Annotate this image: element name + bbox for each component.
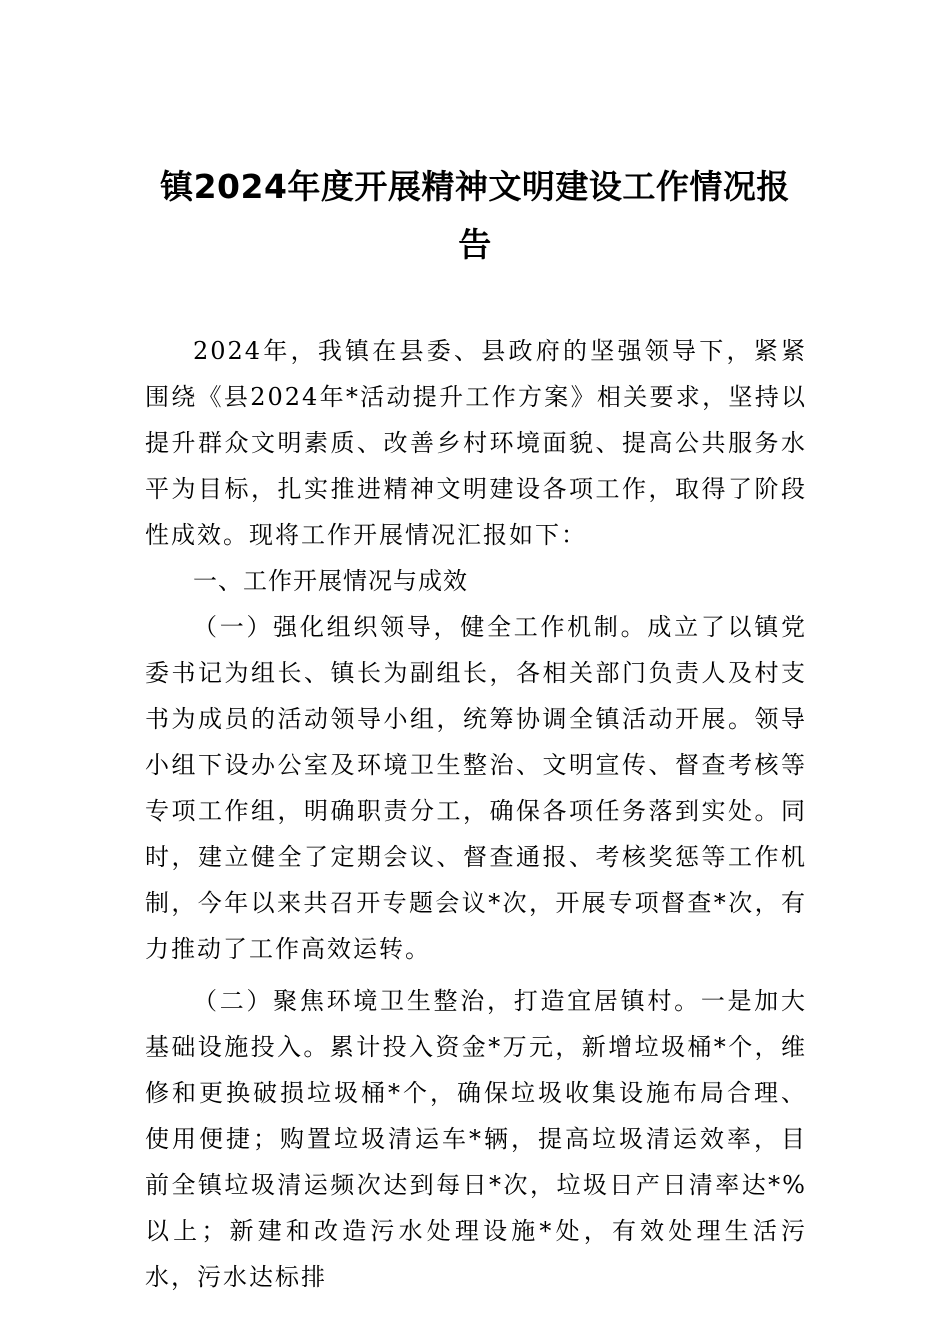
subsection-paragraph-1: （一）强化组织领导，健全工作机制。成立了以镇党委书记为组长、镇长为副组长，各相关部门负责人及村支书为成员的活动领导小组，统筹协调全镇活动开展。领导小组下设办公室及环境卫生整治、文明宣传、督查考核等专项工作组，明确职责分工，确保各项任务落到实处。同时，建立健全了定期会议、督查通报、考核奖惩等工作机制，今年以来共召开专题会议*次，开展专项督查*次，有力推动了工作高效运转。 — [145, 613, 807, 963]
document-body — [145, 328, 807, 1300]
section-heading: 一、工作开展情况与成效 — [193, 567, 468, 595]
document-title: 镇2024年度开展精神文明建设工作情况报告 — [160, 167, 790, 264]
intro-paragraph: 2024年，我镇在县委、县政府的坚强领导下，紧紧围绕《县2024年*活动提升工作方案》相关要求，坚持以提升群众文明素质、改善乡村环境面貌、提高公共服务水平为目标，扎实推进精神文明建设各项工作，取得了阶段性成效。现将工作开展情况汇报如下： — [145, 337, 807, 549]
subsection-paragraph-2: （二）聚焦环境卫生整治，打造宜居镇村。一是加大基础设施投入。累计投入资金*万元，新增垃圾桶*个，维修和更换破损垃圾桶*个，确保垃圾收集设施布局合理、使用便捷；购置垃圾清运车*辆，提高垃圾清运效率，目前全镇垃圾清运频次达到每日*次，垃圾日产日清率达*%以上；新建和改造污水处理设施*处，有效处理生活污水，污水达标排 — [145, 987, 807, 1291]
